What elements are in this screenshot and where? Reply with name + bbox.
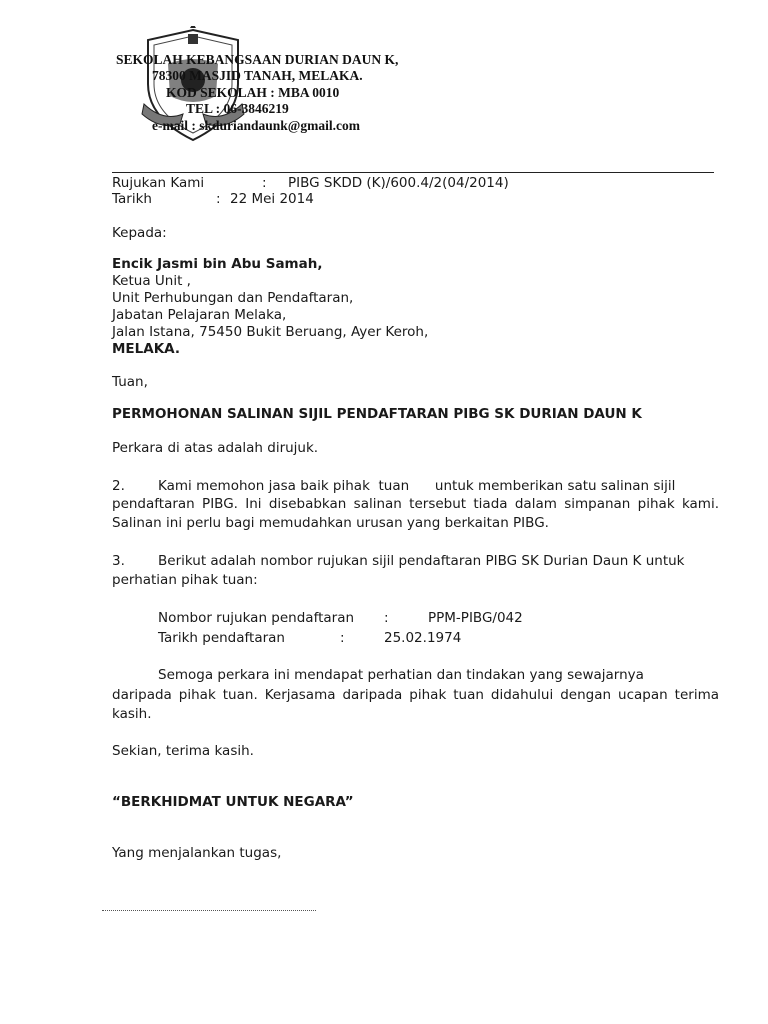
paragraph-2-body: pendaftaran PIBG. Ini disebabkan salinan tersebut tiada dalam simpanan pihak kami. Salinan ini perlu bagi memudahkan urusan yang berkaitan PIBG. <box>112 496 719 531</box>
signature-line <box>102 910 316 911</box>
school-code: KOD SEKOLAH : MBA 0010 <box>166 85 340 100</box>
ref-colon: : <box>262 175 267 191</box>
school-email: e-mail : skduriandaunk@gmail.com <box>152 118 360 133</box>
ref-value: PIBG SKDD (K)/600.4/2(04/2014) <box>288 175 509 191</box>
paragraph-3-first-line: Berikut adalah nombor rujukan sijil pendaftaran PIBG SK Durian Daun K untuk <box>158 553 685 569</box>
closing-thanks: Sekian, terima kasih. <box>112 743 254 759</box>
recipient-line: Jabatan Pelajaran Melaka, <box>112 307 287 323</box>
school-phone: TEL : 06-3846219 <box>186 101 289 116</box>
date-value: 22 Mei 2014 <box>230 191 314 207</box>
recipient-line: Unit Perhubungan dan Pendaftaran, <box>112 290 354 306</box>
subject-line: PERMOHONAN SALINAN SIJIL PENDAFTARAN PIBG SK DURIAN DAUN K <box>112 406 642 422</box>
paragraph-1: Perkara di atas adalah dirujuk. <box>112 440 319 456</box>
detail-label: Tarikh pendaftaran <box>158 630 285 646</box>
paragraph-2-number: 2. <box>112 478 125 494</box>
recipient-state: MELAKA. <box>112 341 180 357</box>
letterhead-divider <box>112 172 714 173</box>
paragraph-3-body: perhatian pihak tuan: <box>112 572 258 588</box>
recipient-line: Jalan Istana, 75450 Bukit Beruang, Ayer Keroh, <box>112 324 429 340</box>
detail-colon: : <box>384 610 389 626</box>
detail-label: Nombor rujukan pendaftaran <box>158 610 355 626</box>
paragraph-4-first-line: Semoga perkara ini mendapat perhatian dan tindakan yang sewajarnya <box>158 667 644 683</box>
school-address: 78300 MASJID TANAH, MELAKA. <box>152 68 363 83</box>
salutation: Tuan, <box>112 374 148 390</box>
school-name: SEKOLAH KEBANGSAAN DURIAN DAUN K, <box>116 52 399 67</box>
motto: “BERKHIDMAT UNTUK NEGARA” <box>112 794 354 810</box>
recipient-name: Encik Jasmi bin Abu Samah, <box>112 256 323 272</box>
paragraph-3-number: 3. <box>112 553 125 569</box>
paragraph-2-first-line: Kami memohon jasa baik pihak tuan untuk memberikan satu salinan sijil <box>158 478 676 494</box>
sign-off: Yang menjalankan tugas, <box>112 845 282 861</box>
recipient-line: Ketua Unit , <box>112 273 191 289</box>
detail-colon: : <box>340 630 345 646</box>
detail-value: PPM-PIBG/042 <box>428 610 523 626</box>
to-label: Kepada: <box>112 225 167 241</box>
detail-value: 25.02.1974 <box>384 630 462 646</box>
paragraph-4-body: daripada pihak tuan. Kerjasama daripada pihak tuan didahului dengan ucapan terima kasih. <box>112 687 719 722</box>
ref-label: Rujukan Kami <box>112 175 205 191</box>
date-colon: : <box>216 191 221 207</box>
date-label: Tarikh <box>112 191 152 207</box>
